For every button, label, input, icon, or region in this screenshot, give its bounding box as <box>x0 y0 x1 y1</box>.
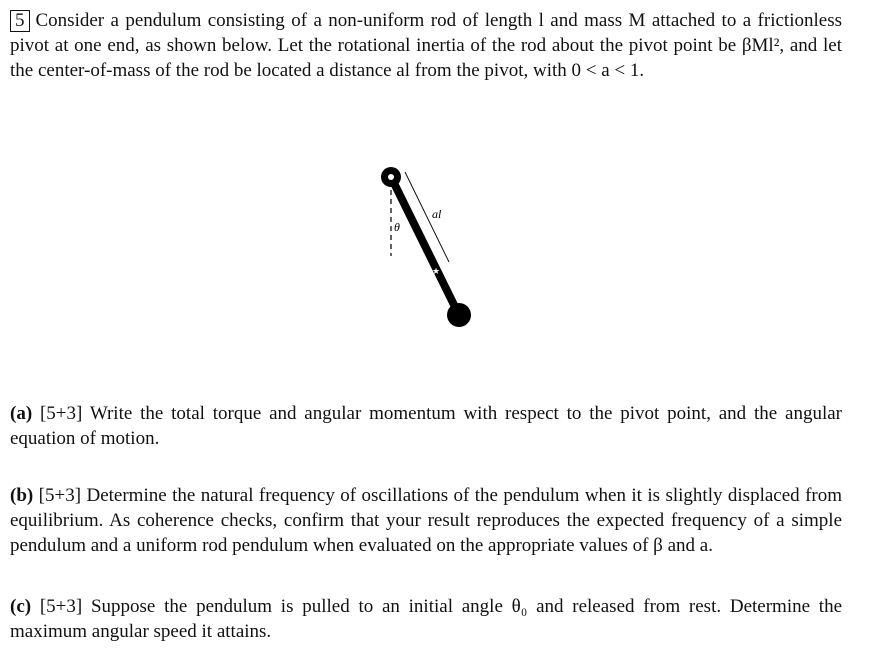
part-b-text: Determine the natural frequency of oscillations of the pendulum when it is slightly displaced from equilibrium. As coherence checks, confirm that your result reproduces the expected frequency of a simple pendulum and a uniform rod pendulum when evaluated on the appropriate values of β and a. <box>10 485 843 556</box>
part-a <box>10 401 842 451</box>
part-c-text: Suppose the pendulum is pulled to an initial angle θ₀ and released from rest. Determine the maximum angular speed it attains. <box>10 596 842 642</box>
length-label: al <box>432 207 442 221</box>
pendulum-rod <box>391 177 459 315</box>
part-a-text: Write the total torque and angular momentum with respect to the pivot point, and the angular equation of motion. <box>10 403 842 449</box>
center-of-mass-marker: ★ <box>431 266 441 276</box>
angle-label: θ <box>394 220 400 234</box>
part-b-label: (b) <box>10 485 34 506</box>
part-c-points: [5+3] <box>39 596 83 617</box>
part-a-label: (a) <box>10 403 33 424</box>
part-b-points: [5+3] <box>38 485 82 506</box>
pivot-pin <box>388 174 394 180</box>
part-a-points: [5+3] <box>39 403 83 424</box>
pendulum-bob <box>447 303 471 327</box>
problem-number: 5 <box>10 10 30 32</box>
part-b <box>10 483 842 558</box>
part-c <box>10 594 842 644</box>
problem-intro: Consider a pendulum consisting of a non-uniform rod of length l and mass M attached to a frictionless pivot at one end, as shown below. Let the rotational inertia of the rod about the pivot point be βMl², and let the center-of-mass of the rod be located a distance al from the pivot, with 0 < a < 1. <box>10 10 842 81</box>
part-c-label: (c) <box>10 596 32 617</box>
